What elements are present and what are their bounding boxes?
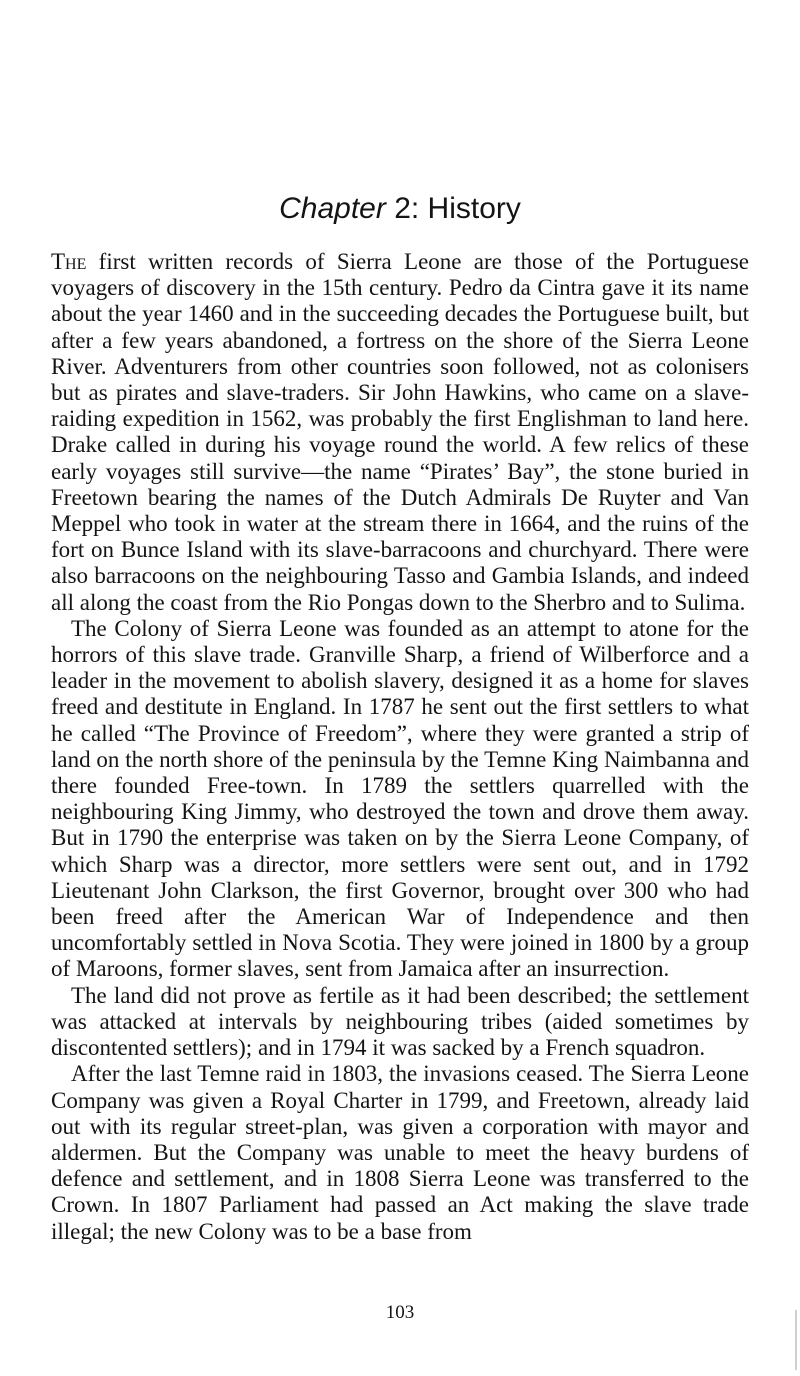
opening-word: The — [51, 249, 87, 274]
page-number: 103 — [385, 1302, 415, 1323]
paragraph-1 — [51, 249, 749, 616]
paragraph-2: The Colony of Sierra Leone was founded as an attempt to atone for the horrors of this slave trade. Granville Sharp, a friend of Wilberforce and a leader in the movement to abolish slavery, designed it as a home for slaves freed and destitute in England. In 1787 he sent out the first settlers to what he called “The Province of Freedom”, where they were granted a strip of land on the north shore of the peninsula by the Temne King Naimbanna and there founded Free-town. In 1789 the settlers quarrelled with the neighbouring King Jimmy, who destroyed the town and drove them away. But in 1790 the enterprise was taken on by the Sierra Leone Company, of which Sharp was a director, more settlers were sent out, and in 1792 Lieutenant John Clarkson, the first Governor, brought over 300 who had been freed after the American War of Independence and then uncomfortably settled in Nova Scotia. They were joined in 1800 by a group of Maroons, former slaves, sent from Jamaica after an insurrection. — [51, 615, 749, 982]
body-text — [51, 249, 749, 1245]
paragraph-4: After the last Temne raid in 1803, the invasions ceased. The Sierra Leone Company was given a Royal Charter in 1799, and Freetown, already laid out with its regular street-plan, was given a corporation with mayor and aldermen. But the Company was unable to meet the heavy burdens of defence and settlement, and in 1808 Sierra Leone was transferred to the Crown. In 1807 Parliament had passed an Act making the slave trade illegal; the new Colony was to be a base from — [51, 1061, 749, 1244]
page-edge-mark — [795, 1310, 797, 1370]
chapter-heading — [0, 190, 800, 228]
chapter-label: Chapter — [279, 192, 386, 225]
paragraph-1-text: first written records of Sierra Leone are those of the Portuguese voyagers of discovery in the 15th century. Pedro da Cintra gave it its name about the year 1460 and in the succeeding decades the Portuguese built, but after a few years abandoned, a fortress on the shore of the Sierra Leone River. Adventurers from other countries soon followed, not as colonisers but as pirates and slave-traders. Sir John Hawkins, who came on a slave-raiding expedition in 1562, was probably the first Englishman to land here. Drake called in during his voyage round the world. A few relics of these early voyages still survive—the name “Pirates’ Bay”, the stone buried in Freetown bearing the names of the Dutch Admirals De Ruyter and Van Meppel who took in water at the stream there in 1664, and the ruins of the fort on Bunce Island with its slave-barracoons and churchyard. There were also barracoons on the neighbouring Tasso and Gambia Islands, and indeed all along the coast from the Rio Pongas down to the Sherbro and to Sulima. — [51, 249, 749, 615]
paragraph-3: The land did not prove as fertile as it had been described; the settlement was attacked at intervals by neighbouring tribes (aided sometimes by discontented settlers); and in 1794 it was sacked by a French squadron. — [51, 982, 749, 1061]
chapter-number-title: 2: History — [394, 192, 521, 225]
